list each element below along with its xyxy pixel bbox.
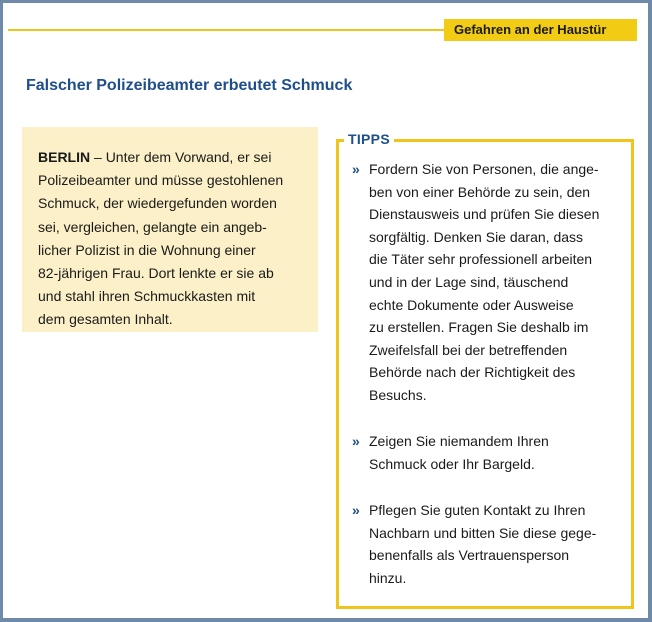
tip-line: die Täter sehr professionell arbeiten [369,251,593,268]
tip-line: zu erstellen. Fragen Sie deshalb im [369,319,589,336]
section-label: Gefahren an der Haustür [444,19,637,41]
tip-line: und in der Lage sind, täuschend [369,273,569,290]
intro-box [22,127,318,332]
intro-line: licher Polizist in die Wohnung einer [38,241,256,258]
tip-line: Zeigen Sie niemandem Ihren [369,433,549,449]
intro-lead: BERLIN [38,149,91,165]
tip-line: ben von einer Behörde zu sein, den [369,183,591,200]
tips-title: TIPPS [344,130,394,148]
tip-text [369,158,599,407]
intro-line: und stahl ihren Schmuckkasten mit [38,288,256,305]
tip-line: Behörde nach der Richtigkeit des [369,364,576,381]
tip-line: Besuchs. [369,386,427,403]
tip-line: Zweifelsfall bei der betreffenden [369,341,568,358]
tip-line: hinzu. [369,569,407,586]
tip-item [352,430,549,475]
tip-line: Pflegen Sie guten Kontakt zu Ihren [369,502,586,518]
intro-line-text: – Unter dem Vorwand, er sei [90,149,272,165]
tip-text [369,430,549,475]
tip-item [352,158,599,407]
bullet-icon: » [352,502,360,518]
tip-line: Schmuck oder Ihr Bargeld. [369,455,535,472]
bullet-icon: » [352,433,360,449]
article-title: Falscher Polizeibeamter erbeutet Schmuck [26,77,353,94]
tip-line: sorgfältig. Denken Sie daran, dass [369,228,584,245]
tip-line: Nachbarn und bitten Sie diese gege- [369,524,597,541]
tip-text [369,499,596,589]
tip-line: echte Dokumente oder Ausweise [369,296,574,313]
tip-line: benenfalls als Vertrauensperson [369,547,570,564]
intro-line: Schmuck, der wiedergefunden worden [38,195,277,212]
tip-line: Fordern Sie von Personen, die ange- [369,161,599,177]
intro-line [38,146,310,169]
header-rule [8,29,448,31]
tip-item [352,499,596,589]
tip-line: Dienstausweis und prüfen Sie diesen [369,206,600,223]
intro-line: sei, vergleichen, gelangte ein angeb- [38,218,267,235]
intro-line: 82-jährigen Frau. Dort lenkte er sie ab [38,265,274,282]
intro-line: dem gesamten Inhalt. [38,311,173,328]
intro-line: Polizeibeamter und müsse gestohlenen [38,172,284,189]
bullet-icon: » [352,161,360,177]
